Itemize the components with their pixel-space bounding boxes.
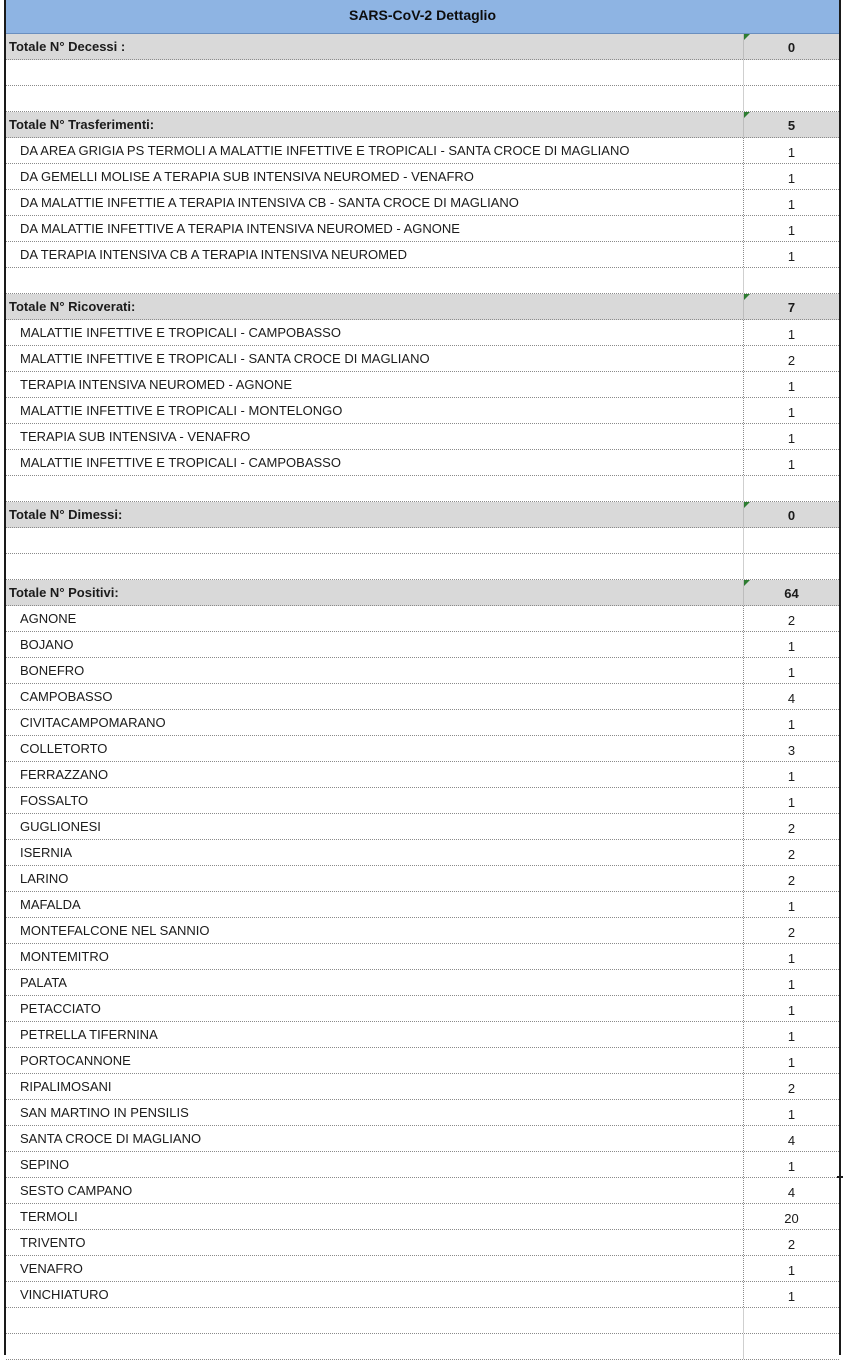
comment-marker-icon (744, 502, 750, 508)
row-label: ISERNIA (20, 845, 73, 860)
comment-marker-icon (744, 34, 750, 40)
section-total-row (6, 502, 839, 528)
covid-detail-sheet (4, 0, 841, 1355)
table-row (6, 658, 839, 684)
row-value: 2 (743, 840, 839, 865)
table-row (6, 242, 839, 268)
table-row (6, 1282, 839, 1308)
sheet-title: SARS-CoV-2 Dettaglio (6, 0, 839, 34)
table-row (6, 736, 839, 762)
empty-value-cell (743, 86, 839, 111)
row-label: DA GEMELLI MOLISE A TERAPIA SUB INTENSIVA NEUROMED - VENAFRO (20, 169, 474, 184)
table-row (6, 1074, 839, 1100)
row-value: 1 (743, 658, 839, 683)
section-total-value: 0 (743, 502, 839, 527)
row-value: 1 (743, 450, 839, 475)
row-value: 1 (743, 216, 839, 241)
table-row (6, 1048, 839, 1074)
row-value: 1 (743, 1256, 839, 1281)
row-label: SESTO CAMPANO (20, 1183, 133, 1198)
empty-row (6, 268, 839, 294)
row-value: 1 (743, 1152, 839, 1177)
comment-marker-icon (744, 580, 750, 586)
row-label: DA MALATTIE INFETTIE A TERAPIA INTENSIVA CB - SANTA CROCE DI MAGLIANO (20, 195, 519, 210)
row-value: 1 (743, 1022, 839, 1047)
empty-row (6, 1308, 839, 1334)
row-label: PETACCIATO (20, 1001, 101, 1016)
empty-value-cell (743, 1334, 839, 1359)
row-label: FERRAZZANO (20, 767, 109, 782)
table-row (6, 1178, 839, 1204)
row-label: MALATTIE INFETTIVE E TROPICALI - MONTELONGO (20, 403, 343, 418)
row-value: 1 (743, 1048, 839, 1073)
section-total-label: Totale N° Trasferimenti: (9, 117, 155, 132)
row-value: 1 (743, 164, 839, 189)
section-total-row (6, 294, 839, 320)
row-value: 1 (743, 372, 839, 397)
section-total-row (6, 34, 839, 60)
row-label: VENAFRO (20, 1261, 83, 1276)
row-label: LARINO (20, 871, 69, 886)
row-value: 4 (743, 1126, 839, 1151)
section-total-value: 5 (743, 112, 839, 137)
empty-row (6, 60, 839, 86)
row-label: MALATTIE INFETTIVE E TROPICALI - CAMPOBASSO (20, 325, 341, 340)
row-value: 1 (743, 970, 839, 995)
section-total-value: 7 (743, 294, 839, 319)
row-value: 1 (743, 788, 839, 813)
empty-value-cell (743, 476, 839, 501)
table-row (6, 346, 839, 372)
row-label: SAN MARTINO IN PENSILIS (20, 1105, 189, 1120)
row-label: GUGLIONESI (20, 819, 101, 834)
section-total-label: Totale N° Ricoverati: (9, 299, 136, 314)
row-value: 2 (743, 918, 839, 943)
row-value: 2 (743, 606, 839, 631)
row-value: 1 (743, 632, 839, 657)
border-stub (837, 1176, 843, 1178)
row-value: 1 (743, 944, 839, 969)
table-row (6, 424, 839, 450)
row-value: 1 (743, 996, 839, 1021)
row-label: PETRELLA TIFERNINA (20, 1027, 158, 1042)
row-value: 3 (743, 736, 839, 761)
table-row (6, 996, 839, 1022)
row-value: 1 (743, 190, 839, 215)
table-row (6, 944, 839, 970)
table-row (6, 372, 839, 398)
table-row (6, 918, 839, 944)
row-value: 2 (743, 346, 839, 371)
empty-row (6, 1334, 839, 1360)
table-row (6, 788, 839, 814)
empty-value-cell (743, 1308, 839, 1333)
table-row (6, 1100, 839, 1126)
row-label: MONTEFALCONE NEL SANNIO (20, 923, 210, 938)
row-label: TERMOLI (20, 1209, 78, 1224)
row-label: RIPALIMOSANI (20, 1079, 112, 1094)
row-label: DA MALATTIE INFETTIVE A TERAPIA INTENSIVA NEUROMED - AGNONE (20, 221, 460, 236)
row-label: MAFALDA (20, 897, 81, 912)
table-row (6, 606, 839, 632)
table-row (6, 1204, 839, 1230)
row-value: 2 (743, 866, 839, 891)
table-row (6, 164, 839, 190)
row-label: CAMPOBASSO (20, 689, 113, 704)
table-row (6, 398, 839, 424)
section-total-row (6, 112, 839, 138)
empty-row (6, 476, 839, 502)
table-row (6, 632, 839, 658)
comment-marker-icon (744, 112, 750, 118)
row-label: MALATTIE INFETTIVE E TROPICALI - SANTA CROCE DI MAGLIANO (20, 351, 430, 366)
row-value: 1 (743, 138, 839, 163)
section-total-label: Totale N° Dimessi: (9, 507, 123, 522)
row-value: 2 (743, 814, 839, 839)
table-row (6, 190, 839, 216)
row-label: COLLETORTO (20, 741, 108, 756)
table-row (6, 1256, 839, 1282)
row-label: TERAPIA INTENSIVA NEUROMED - AGNONE (20, 377, 293, 392)
row-label: SEPINO (20, 1157, 70, 1172)
section-total-row (6, 580, 839, 606)
row-value: 1 (743, 242, 839, 267)
table-row (6, 892, 839, 918)
row-label: MALATTIE INFETTIVE E TROPICALI - CAMPOBASSO (20, 455, 341, 470)
empty-row (6, 554, 839, 580)
empty-value-cell (743, 268, 839, 293)
empty-value-cell (743, 554, 839, 579)
row-value: 1 (743, 320, 839, 345)
table-row (6, 138, 839, 164)
row-value: 4 (743, 1178, 839, 1203)
table-row (6, 450, 839, 476)
section-total-label: Totale N° Positivi: (9, 585, 119, 600)
row-value: 1 (743, 762, 839, 787)
row-value: 2 (743, 1230, 839, 1255)
table-row (6, 320, 839, 346)
row-label: FOSSALTO (20, 793, 89, 808)
section-total-value: 64 (743, 580, 839, 605)
section-total-label: Totale N° Decessi : (9, 39, 126, 54)
row-label: SANTA CROCE DI MAGLIANO (20, 1131, 202, 1146)
table-row (6, 970, 839, 996)
table-row (6, 866, 839, 892)
row-label: CIVITACAMPOMARANO (20, 715, 166, 730)
table-row (6, 1126, 839, 1152)
row-label: MONTEMITRO (20, 949, 109, 964)
table-row (6, 216, 839, 242)
row-value: 1 (743, 398, 839, 423)
row-value: 4 (743, 684, 839, 709)
row-value: 2 (743, 1074, 839, 1099)
table-row (6, 710, 839, 736)
row-label: TRIVENTO (20, 1235, 86, 1250)
row-label: PALATA (20, 975, 67, 990)
section-total-value: 0 (743, 34, 839, 59)
table-row (6, 1022, 839, 1048)
row-label: TERAPIA SUB INTENSIVA - VENAFRO (20, 429, 251, 444)
row-label: VINCHIATURO (20, 1287, 109, 1302)
table-row (6, 1230, 839, 1256)
table-body (6, 34, 839, 1360)
row-value: 1 (743, 1282, 839, 1307)
row-label: DA AREA GRIGIA PS TERMOLI A MALATTIE INFETTIVE E TROPICALI - SANTA CROCE DI MAGLIANO (20, 143, 630, 158)
table-row (6, 762, 839, 788)
empty-row (6, 86, 839, 112)
table-row (6, 684, 839, 710)
row-value: 20 (743, 1204, 839, 1229)
row-label: BONEFRO (20, 663, 85, 678)
row-label: PORTOCANNONE (20, 1053, 131, 1068)
table-row (6, 1152, 839, 1178)
comment-marker-icon (744, 294, 750, 300)
row-label: DA TERAPIA INTENSIVA CB A TERAPIA INTENSIVA NEUROMED (20, 247, 407, 262)
empty-value-cell (743, 528, 839, 553)
row-value: 1 (743, 424, 839, 449)
empty-value-cell (743, 60, 839, 85)
table-row (6, 840, 839, 866)
row-value: 1 (743, 710, 839, 735)
row-label: AGNONE (20, 611, 77, 626)
empty-row (6, 528, 839, 554)
row-value: 1 (743, 1100, 839, 1125)
table-row (6, 814, 839, 840)
row-label: BOJANO (20, 637, 74, 652)
row-value: 1 (743, 892, 839, 917)
